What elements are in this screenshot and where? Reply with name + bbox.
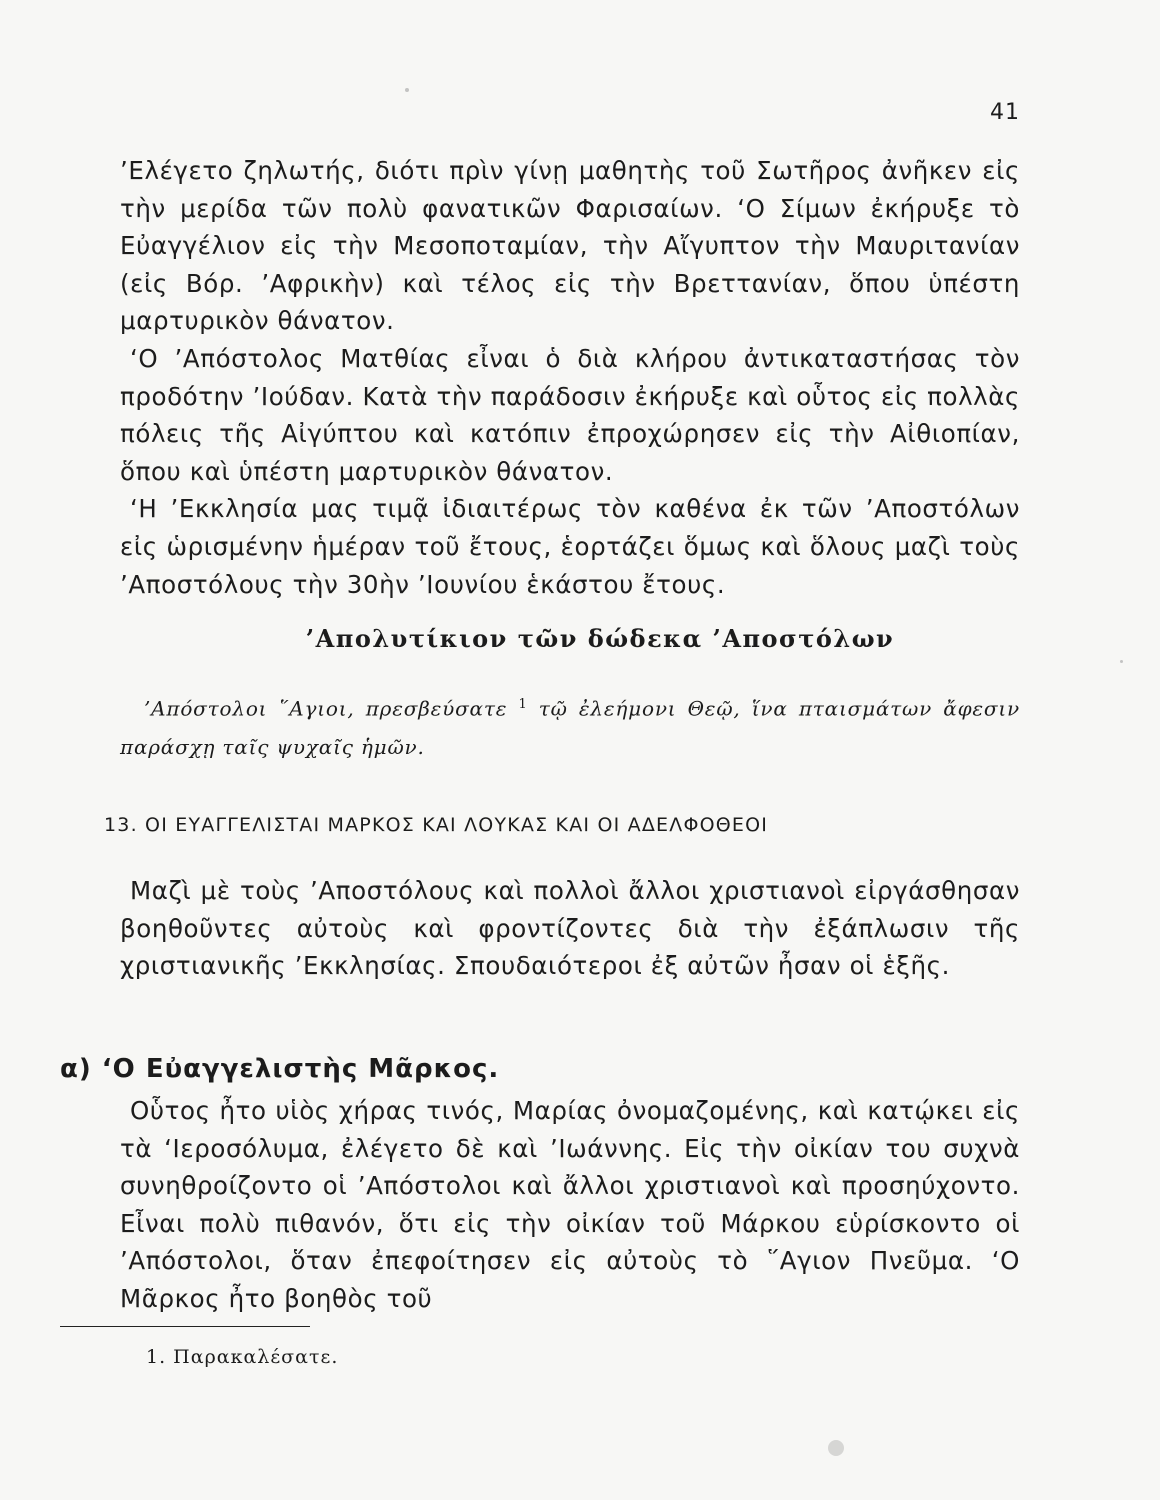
- subsection-paragraph: Οὗτος ἦτο υἱὸς χήρας τινός, Μαρίας ὀνομαζομένης, καὶ κατῴκει εἰς τὰ ‘Ιεροσόλυμα, ἐλέγετο δὲ καὶ ’Ιωάννης. Εἰς τὴν οἰκίαν του συχνὰ συνηθροίζοντο οἱ ’Απόστολοι καὶ ἄλλοι χριστιανοὶ καὶ προσηύχοντο. Εἶναι πολὺ πιθανόν, ὅτι εἰς τὴν οἰκίαν τοῦ Μάρκου εὑρίσκοντο οἱ ’Απόστολοι, ὅταν ἐπεφοίτησεν εἰς αὐτοὺς τὸ ῞Αγιον Πνεῦμα. ‘Ο Μᾶρκος ἦτο βοηθὸς τοῦ: [120, 1096, 1020, 1313]
- hymn-text: [120, 686, 1020, 766]
- hymn-text-part2: τῷ ἐλεήμονι Θεῷ, ἵνα πταισμάτων ἄφεσιν παράσχῃ ταῖς ψυχαῖς ἡμῶν.: [120, 696, 1020, 759]
- subsection-text-block: [120, 1092, 1020, 1318]
- scan-speck: [1120, 660, 1123, 663]
- page-number: 41: [990, 100, 1020, 125]
- paragraph-matthias: ‘Ο ’Απόστολος Ματθίας εἶναι ὁ διὰ κλήρου ἀντικαταστήσας τὸν προδότην ’Ιούδαν. Κατὰ τὴν παράδοσιν ἐκήρυξε καὶ οὗτος εἰς πολλὰς πόλεις τῆς Αἰγύπτου καὶ κατόπιν ἐπροχώρησεν εἰς τὴν Αἰθιοπίαν, ὅπου καὶ ὑπέστη μαρτυρικὸν θάνατον.: [120, 343, 1020, 486]
- footnote-marker: 1: [518, 697, 528, 712]
- section-intro-paragraph: Μαζὶ μὲ τοὺς ’Αποστόλους καὶ πολλοὶ ἄλλοι χριστιανοὶ εἰργάσθησαν βοηθοῦντες αὐτοὺς καὶ φροντίζοντες διὰ τὴν ἐξάπλωσιν τῆς χριστιανικῆς ’Εκκλησίας. Σπουδαιότεροι ἐξ αὐτῶν ἦσαν οἱ ἑξῆς.: [120, 876, 1020, 981]
- paragraph-church-feast: ‘Η ’Εκκλησία μας τιμᾷ ἰδιαιτέρως τὸν καθένα ἐκ τῶν ’Αποστόλων εἰς ὡρισμένην ἡμέραν τοῦ ἔτους, ἑορτάζει ὅμως καὶ ὅλους μαζὶ τοὺς ’Αποστόλους τὴν 30ὴν ’Ιουνίου ἑκάστου ἔτους.: [120, 494, 1020, 599]
- hymn-text-part1: ’Απόστολοι ῞Αγιοι, πρεσβεύσατε: [144, 696, 508, 721]
- hymn-title: ’Απολυτίκιον τῶν δώδεκα ’Αποστόλων: [305, 624, 895, 653]
- footnote-divider: [60, 1326, 310, 1327]
- footnote: 1. Παρακαλέσατε.: [146, 1346, 339, 1368]
- section-intro-block: [120, 872, 1020, 985]
- scan-speck: [828, 1440, 844, 1456]
- scan-speck: [405, 88, 409, 92]
- section-heading: 13. ΟΙ ΕΥΑΓΓΕΛΙΣΤΑΙ ΜΑΡΚΟΣ ΚΑΙ ΛΟΥΚΑΣ ΚΑΙ ΟΙ ΑΔΕΛΦΟΘΕΟΙ: [104, 814, 769, 836]
- top-text-block: [120, 152, 1020, 603]
- subsection-title: α) ‘Ο Εὐαγγελιστὴς Μᾶρκος.: [60, 1054, 500, 1084]
- paragraph-simon: ’Ελέγετο ζηλωτής, διότι πρὶν γίνῃ μαθητὴς τοῦ Σωτῆρος ἀνῆκεν εἰς τὴν μερίδα τῶν πολὺ φανατικῶν Φαρισαίων. ‘Ο Σίμων ἐκήρυξε τὸ Εὐαγγέλιον εἰς τὴν Μεσοποταμίαν, τὴν Αἴγυπτον τὴν Μαυριτανίαν (εἰς Βόρ. ’Αφρικὴν) καὶ τέλος εἰς τὴν Βρεττανίαν, ὅπου ὑπέστη μαρτυρικὸν θάνατον.: [120, 156, 1020, 336]
